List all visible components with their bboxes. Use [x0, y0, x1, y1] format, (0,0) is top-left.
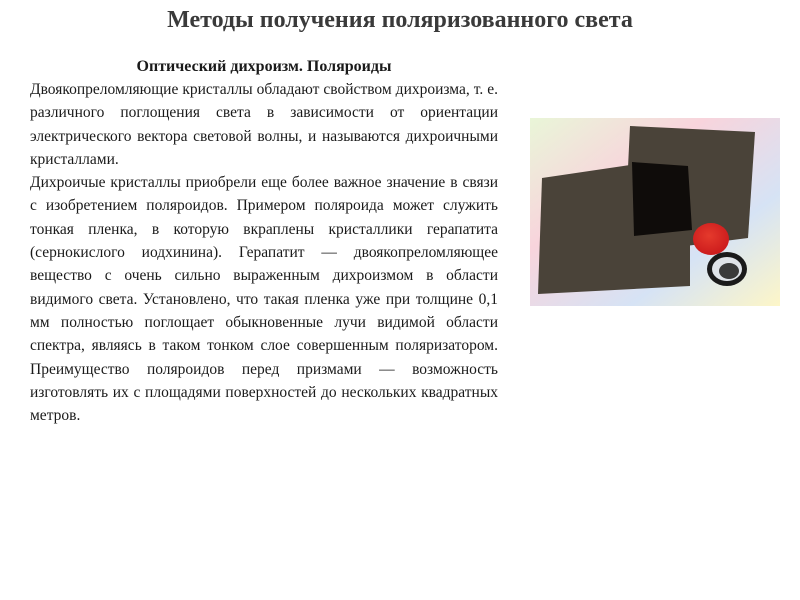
paragraph-dichroism: Двоякопреломляющие кристаллы обладают свойством дихроизма, т. е. различного поглощения света в зависимости от ориентации электрического вектора световой волны, и называются дихроичными кристаллами. — [30, 81, 498, 168]
crossed-polarizers-overlap — [632, 162, 692, 236]
body-text — [30, 78, 498, 427]
ring-filter-inner — [719, 263, 739, 279]
polaroid-sheets-image — [530, 118, 780, 306]
section-subtitle: Оптический дихроизм. Поляроиды — [136, 58, 392, 75]
slide-title: Методы получения поляризованного света — [167, 7, 633, 33]
polaroid-photo — [530, 118, 780, 306]
red-filter-disc — [693, 223, 729, 255]
paragraph-polaroids: Дихроичые кристаллы приобрели еще более важное значение в связи с изобретением поляроидов. Примером поляроида может служить тонкая пленка, в которую вкраплены кристаллики герапатита (сернокислого иодхинина). Герапатит — двоякопреломляющее вещество с очень сильно выраженным дихроизмом в области видимого света. Установлено, что такая пленка уже при толщине 0,1 мм полностью поглощает обыкновенные лучи видимой области спектра, являясь в таком тонком слое совершенным поляризатором. Преимущество поляроидов перед призмами — возможность изготовлять их с площадями поверхностей до нескольких квадратных метров. — [30, 174, 498, 425]
